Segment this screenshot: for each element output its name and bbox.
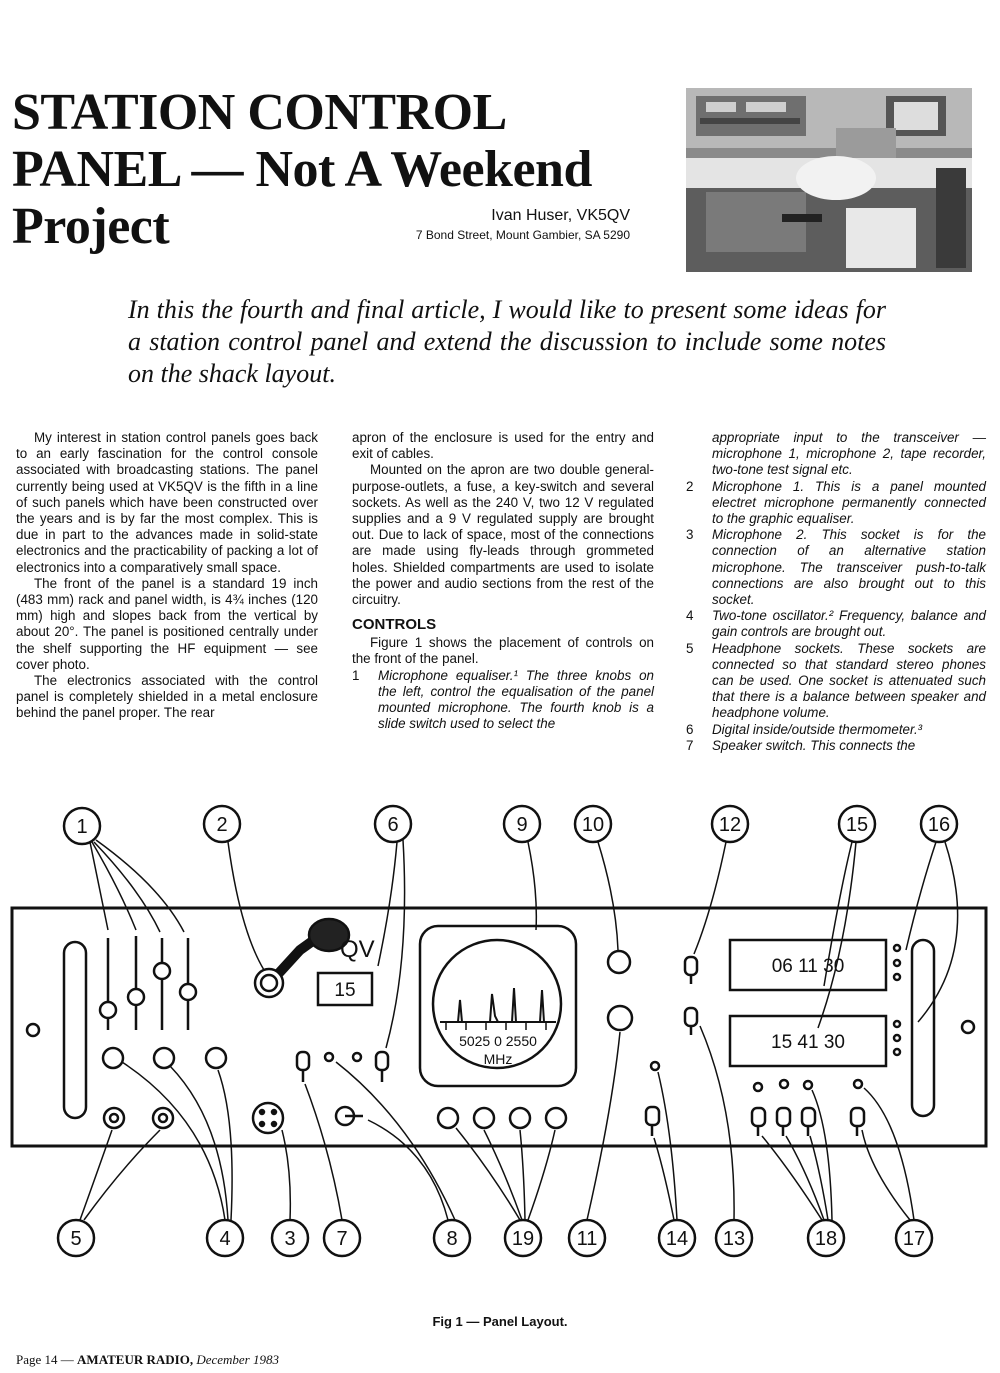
item-number: 2 bbox=[686, 478, 694, 494]
paragraph: apron of the enclosure is used for the entry and exit of cables. bbox=[352, 430, 654, 462]
scope-unit: MHz bbox=[483, 1051, 513, 1067]
item-number: 5 bbox=[686, 640, 694, 656]
callout-label: 1 bbox=[76, 816, 88, 838]
item-text: Headphone sockets. These sockets are connected so that standard stereo phones can be used. One socket is attenuated such that there is a balance between speaker and headphone volume. bbox=[712, 640, 986, 721]
item-number: 1 bbox=[352, 667, 360, 683]
item-number: 4 bbox=[686, 608, 694, 624]
item-number: 7 bbox=[686, 737, 694, 753]
list-item bbox=[686, 527, 986, 608]
callout-label: 6 bbox=[387, 814, 399, 836]
item-text: Microphone 1. This is a panel mounted electret microphone permanently connected to the graphic equaliser. bbox=[712, 478, 986, 527]
continued-text: appropriate input to the transceiver — microphone 1, microphone 2, tape recorder, two-tone test signal etc. bbox=[712, 430, 986, 478]
list-item bbox=[686, 608, 986, 640]
list-item bbox=[686, 641, 986, 722]
callout-label: 7 bbox=[336, 1228, 348, 1250]
item-text: Microphone equaliser.¹ The three knobs on the left, control the equalisation of the panel mounted microphone. The fourth knob is a slide switch used to select the bbox=[378, 667, 654, 732]
callout-label: 19 bbox=[511, 1228, 535, 1250]
callout-label: 8 bbox=[446, 1228, 458, 1250]
callout-label: 17 bbox=[902, 1228, 926, 1250]
shack-photo bbox=[686, 88, 972, 272]
callout-label: 4 bbox=[219, 1228, 231, 1250]
item-text: Digital inside/outside thermometer.³ bbox=[712, 721, 923, 737]
column-1 bbox=[16, 430, 318, 722]
callout-label: 16 bbox=[927, 814, 951, 836]
list-item bbox=[686, 479, 986, 528]
column-2 bbox=[352, 430, 654, 732]
title-line-3: Project bbox=[12, 198, 170, 255]
item-number: 6 bbox=[686, 721, 694, 737]
callout-label: 12 bbox=[718, 814, 742, 836]
intro-lead: In this the fourth and final article, I would like to present some ideas for a station control panel and extend the discussion to include some notes on the shack layout. bbox=[128, 295, 886, 388]
callout-label: 11 bbox=[576, 1228, 598, 1250]
mic-label: QV bbox=[340, 936, 375, 963]
list-item bbox=[352, 668, 654, 733]
section-heading: CONTROLS bbox=[352, 616, 437, 634]
paragraph: My interest in station control panels goes back to an early fascination for the control console associated with broadcasting stations. The panel currently being used at VK5QV is the fifth in a line of such panels which have been constructed over the years and is by far the most complex. This is due in part to the advances made in solid-state electronics and the practicability of packing a lot of electronics into a comparatively small space. bbox=[16, 430, 318, 575]
item-number: 3 bbox=[686, 527, 694, 543]
clock-display-1: 06 11 30 bbox=[771, 956, 845, 977]
title-line-1: STATION CONTROL bbox=[12, 84, 507, 141]
callout-label: 2 bbox=[216, 814, 228, 836]
temp-display-value: 15 bbox=[334, 980, 356, 1001]
title-line-2: PANEL — Not A Weekend bbox=[12, 141, 592, 198]
page-footer bbox=[16, 1352, 279, 1368]
callout-label: 9 bbox=[516, 814, 528, 836]
paragraph: The front of the panel is a standard 19 inch (483 mm) rack and panel width, is 4¾ inches (120 mm) high and slopes back from the vertical by about 20°. The panel is positioned centrally under the shelf supporting the HF equipment — see cover photo. bbox=[16, 575, 318, 672]
page-number: Page 14 — bbox=[16, 1352, 74, 1367]
paragraph: The electronics associated with the control panel is completely shielded in a metal enclosure behind the panel proper. The rear bbox=[16, 673, 318, 721]
callout-label: 5 bbox=[70, 1228, 82, 1250]
issue-date: December 1983 bbox=[196, 1352, 279, 1367]
paragraph: Mounted on the apron are two double general-purpose-outlets, a fuse, a key-switch and several sockets. As well as the 240 V, two 12 V regulated supplies and a 9 V regulated supply are brought out. Due to lack of space, most of the connections are made using fly-leads through grommeted holes. Shielded compartments are used to isolate the power and audio sections from the rest of the circuitry. bbox=[352, 462, 654, 608]
callout-label: 13 bbox=[722, 1228, 746, 1250]
callout-label: 3 bbox=[284, 1228, 296, 1250]
byline bbox=[330, 206, 630, 244]
publication-name: AMATEUR RADIO, bbox=[77, 1352, 194, 1367]
list-item bbox=[686, 722, 986, 738]
panel-layout-figure bbox=[0, 790, 1000, 1300]
author-address: 7 Bond Street, Mount Gambier, SA 5290 bbox=[415, 228, 630, 242]
callout-label: 14 bbox=[665, 1228, 689, 1250]
clock-display-2: 15 41 30 bbox=[771, 1032, 845, 1053]
item-text: Microphone 2. This socket is for the connection of an alternative station microphone. The transceiver push-to-talk connections are also brought out to this socket. bbox=[712, 527, 986, 608]
item-text: Two-tone oscillator.² Frequency, balance and gain controls are brought out. bbox=[712, 608, 986, 640]
item-text: Speaker switch. This connects the bbox=[712, 737, 916, 753]
callout-label: 15 bbox=[845, 814, 869, 836]
column-3 bbox=[686, 430, 986, 754]
list-item bbox=[686, 738, 986, 754]
callout-label: 18 bbox=[814, 1228, 838, 1250]
figure-caption: Fig 1 — Panel Layout. bbox=[432, 1314, 568, 1329]
callout-label: 10 bbox=[581, 814, 605, 836]
scope-scale: 5025 0 2550 bbox=[459, 1033, 537, 1049]
paragraph: Figure 1 shows the placement of controls on the front of the panel. bbox=[352, 635, 654, 667]
author-name: Ivan Huser, VK5QV bbox=[491, 207, 630, 224]
